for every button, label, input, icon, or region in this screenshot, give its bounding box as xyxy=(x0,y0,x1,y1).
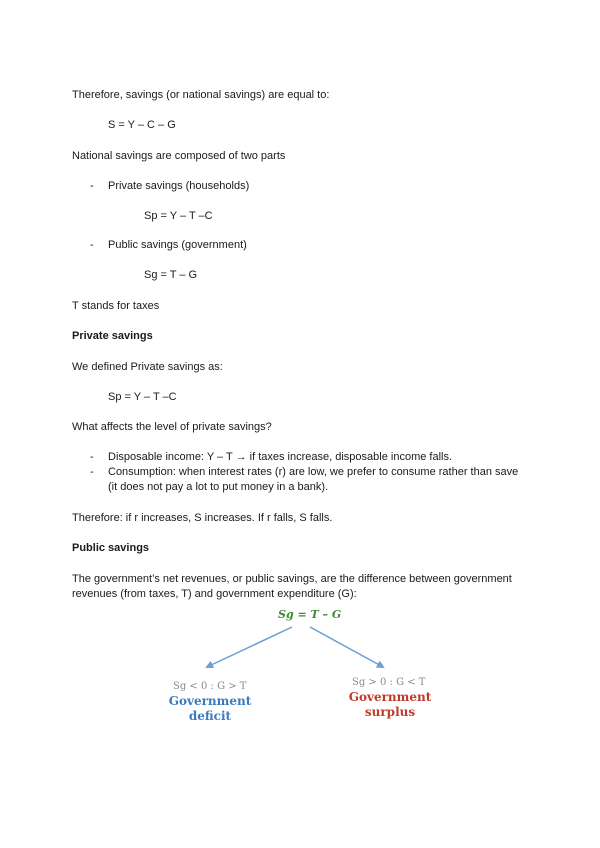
surplus-label-line1: Government xyxy=(348,690,432,704)
bullet-dash: - xyxy=(90,466,94,478)
private-savings-label: Private savings (households) xyxy=(108,180,250,192)
parts-intro-text: National savings are composed of two parts xyxy=(72,150,286,162)
public-savings-label: Public savings (government) xyxy=(108,239,247,251)
affects-question: What affects the level of private savings? xyxy=(72,421,272,433)
surplus-label-line2: surplus xyxy=(364,705,416,719)
bullet-consumption-line2: (it does not pay a lot to put money in a bank). xyxy=(108,481,329,493)
deficit-condition: Sg < 0 : G > T xyxy=(173,681,247,692)
government-surplus-label xyxy=(340,690,440,720)
diagram-formula: Sg = T – G xyxy=(278,608,342,621)
public-description-line2: revenues (from taxes, T) and government expenditure (G): xyxy=(72,588,357,600)
equation-private-savings: Sp = Y – T –C xyxy=(144,210,213,222)
bullet-consumption-line1: Consumption: when interest rates (r) are low, we prefer to consume rather than save xyxy=(108,466,519,478)
public-description-line1: The government’s net revenues, or public savings, are the difference between government xyxy=(72,573,512,585)
intro-text: Therefore, savings (or national savings) are equal to: xyxy=(72,89,330,101)
arrow-to-surplus xyxy=(310,627,383,667)
bullet-dash: - xyxy=(90,180,94,192)
equation-national-savings: S = Y – C – G xyxy=(108,119,176,131)
bullet-dash: - xyxy=(90,451,94,463)
bullet-dash: - xyxy=(90,239,94,251)
heading-public-savings: Public savings xyxy=(72,542,150,554)
bullet-disposable-income: Disposable income: Y – T → if taxes increase, disposable income falls. xyxy=(108,451,453,463)
taxes-note: T stands for taxes xyxy=(72,300,160,312)
surplus-condition: Sg > 0 : G < T xyxy=(352,677,426,688)
government-deficit-label xyxy=(160,694,260,724)
equation-private-savings-2: Sp = Y – T –C xyxy=(108,391,177,403)
arrow-to-deficit xyxy=(207,627,292,667)
deficit-label-line2: deficit xyxy=(188,709,232,723)
heading-private-savings: Private savings xyxy=(72,330,153,342)
deficit-label-line1: Government xyxy=(168,694,252,708)
equation-public-savings: Sg = T – G xyxy=(144,269,198,281)
conclusion-text: Therefore: if r increases, S increases. If r falls, S falls. xyxy=(72,512,333,524)
defined-private-text: We defined Private savings as: xyxy=(72,361,223,373)
